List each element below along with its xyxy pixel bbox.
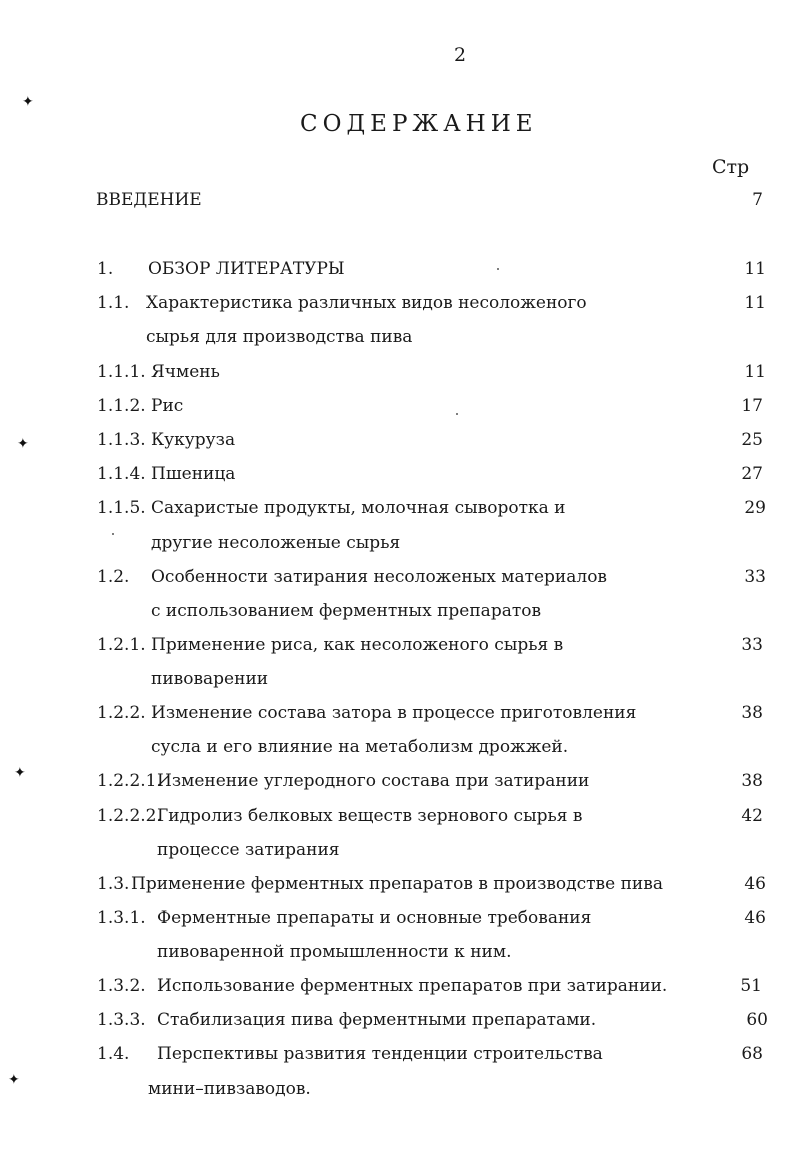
toc-entry-number: 1. — [97, 259, 114, 279]
toc-entry-page: 11 — [744, 362, 766, 382]
toc-entry-text: ОБЗОР ЛИТЕРАТУРЫ — [148, 259, 345, 279]
toc-entry-page: 60 — [746, 1010, 768, 1030]
toc-entry-number: 1.3.1. — [97, 908, 146, 928]
toc-entry-page: 17 — [741, 396, 763, 416]
toc-entry-page: 38 — [741, 703, 763, 723]
toc-entry-text-continued: другие несоложеные сырья — [151, 533, 401, 553]
toc-entry-page: 7 — [752, 190, 763, 210]
scan-speck — [112, 533, 114, 535]
toc-entry-number: 1.2.2.2. — [97, 806, 162, 826]
toc-entry-text: Ячмень — [151, 362, 220, 382]
toc-entry-page: 11 — [744, 259, 766, 279]
toc-entry-text: Ферментные препараты и основные требования — [157, 908, 592, 928]
scan-mark-icon: ✦ — [22, 94, 34, 110]
page-number: 2 — [454, 44, 467, 66]
toc-entry-page: 25 — [741, 430, 763, 450]
toc-entry-text-continued: сырья для производства пива — [146, 327, 413, 347]
toc-entry-text-continued: мини–пивзаводов. — [148, 1079, 311, 1099]
toc-entry-text-continued: пивоварении — [151, 669, 269, 689]
toc-entry-page: 27 — [741, 464, 763, 484]
toc-entry-page: 68 — [741, 1044, 763, 1064]
toc-entry-text: Изменение состава затора в процессе приготовления — [151, 703, 637, 723]
toc-entry-page: 51 — [740, 976, 762, 996]
toc-entry-number: 1.1.1. — [97, 362, 146, 382]
toc-entry-text: Сахаристые продукты, молочная сыворотка и — [151, 498, 566, 518]
toc-entry-number: 1.2.2.1. — [97, 771, 162, 791]
toc-entry-number: 1.1.4. — [97, 464, 146, 484]
toc-entry-page: 33 — [744, 567, 766, 587]
toc-entry-page: 42 — [741, 806, 763, 826]
toc-entry-text-continued: пивоваренной промышленности к ним. — [157, 942, 512, 962]
toc-entry-page: 29 — [744, 498, 766, 518]
toc-entry-number: 1.4. — [97, 1044, 130, 1064]
toc-entry-number: 1.1.2. — [97, 396, 146, 416]
toc-entry-page: 46 — [744, 908, 766, 928]
toc-entry-number: 1.3. — [97, 874, 130, 894]
toc-entry-text: Рис — [151, 396, 184, 416]
scan-mark-icon: ✦ — [17, 436, 29, 452]
toc-entry-number: 1.3.2. — [97, 976, 146, 996]
toc-entry-text: Применение ферментных препаратов в производстве пива — [131, 874, 663, 894]
scan-mark-icon: ✦ — [8, 1072, 20, 1088]
toc-entry-text: Стабилизация пива ферментными препаратами. — [157, 1010, 597, 1030]
scan-mark-icon: ✦ — [14, 765, 26, 781]
toc-entry-number: 1.2.1. — [97, 635, 146, 655]
toc-entry-page: 38 — [741, 771, 763, 791]
toc-entry-number: 1.1.3. — [97, 430, 146, 450]
toc-entry-text: Пшеница — [151, 464, 236, 484]
toc-entry-number: 1.3.3. — [97, 1010, 146, 1030]
toc-entry-text: ВВЕДЕНИЕ — [96, 190, 202, 210]
toc-entry-text: Особенности затирания несоложеных материалов — [151, 567, 608, 587]
toc-entry-text: Перспективы развития тенденции строительства — [157, 1044, 603, 1064]
toc-entry-number: 1.2.2. — [97, 703, 146, 723]
toc-entry-number: 1.1.5. — [97, 498, 146, 518]
toc-entry-number: 1.1. — [97, 293, 130, 313]
toc-entry-text-continued: процессе затирания — [157, 840, 340, 860]
scan-speck — [497, 268, 499, 270]
toc-entry-text: Характеристика различных видов несоложеного — [146, 293, 587, 313]
toc-entry-text: Применение риса, как несоложеного сырья в — [151, 635, 564, 655]
toc-entry-text: Изменение углеродного состава при затирании — [157, 771, 590, 791]
toc-entry-text-continued: сусла и его влияние на метаболизм дрожжей. — [151, 737, 569, 757]
toc-entry-page: 33 — [741, 635, 763, 655]
toc-entry-text-continued: с использованием ферментных препаратов — [151, 601, 542, 621]
toc-entry-page: 46 — [744, 874, 766, 894]
toc-entry-text: Кукуруза — [151, 430, 236, 450]
toc-entry-page: 11 — [744, 293, 766, 313]
toc-entry-text: Использование ферментных препаратов при затирании. — [157, 976, 668, 996]
page-title: СОДЕРЖАНИЕ — [300, 111, 538, 137]
scan-speck — [456, 413, 458, 415]
page-column-header: Стр — [712, 156, 750, 178]
toc-entry-number: 1.2. — [97, 567, 130, 587]
toc-entry-text: Гидролиз белковых веществ зернового сырья в — [157, 806, 583, 826]
